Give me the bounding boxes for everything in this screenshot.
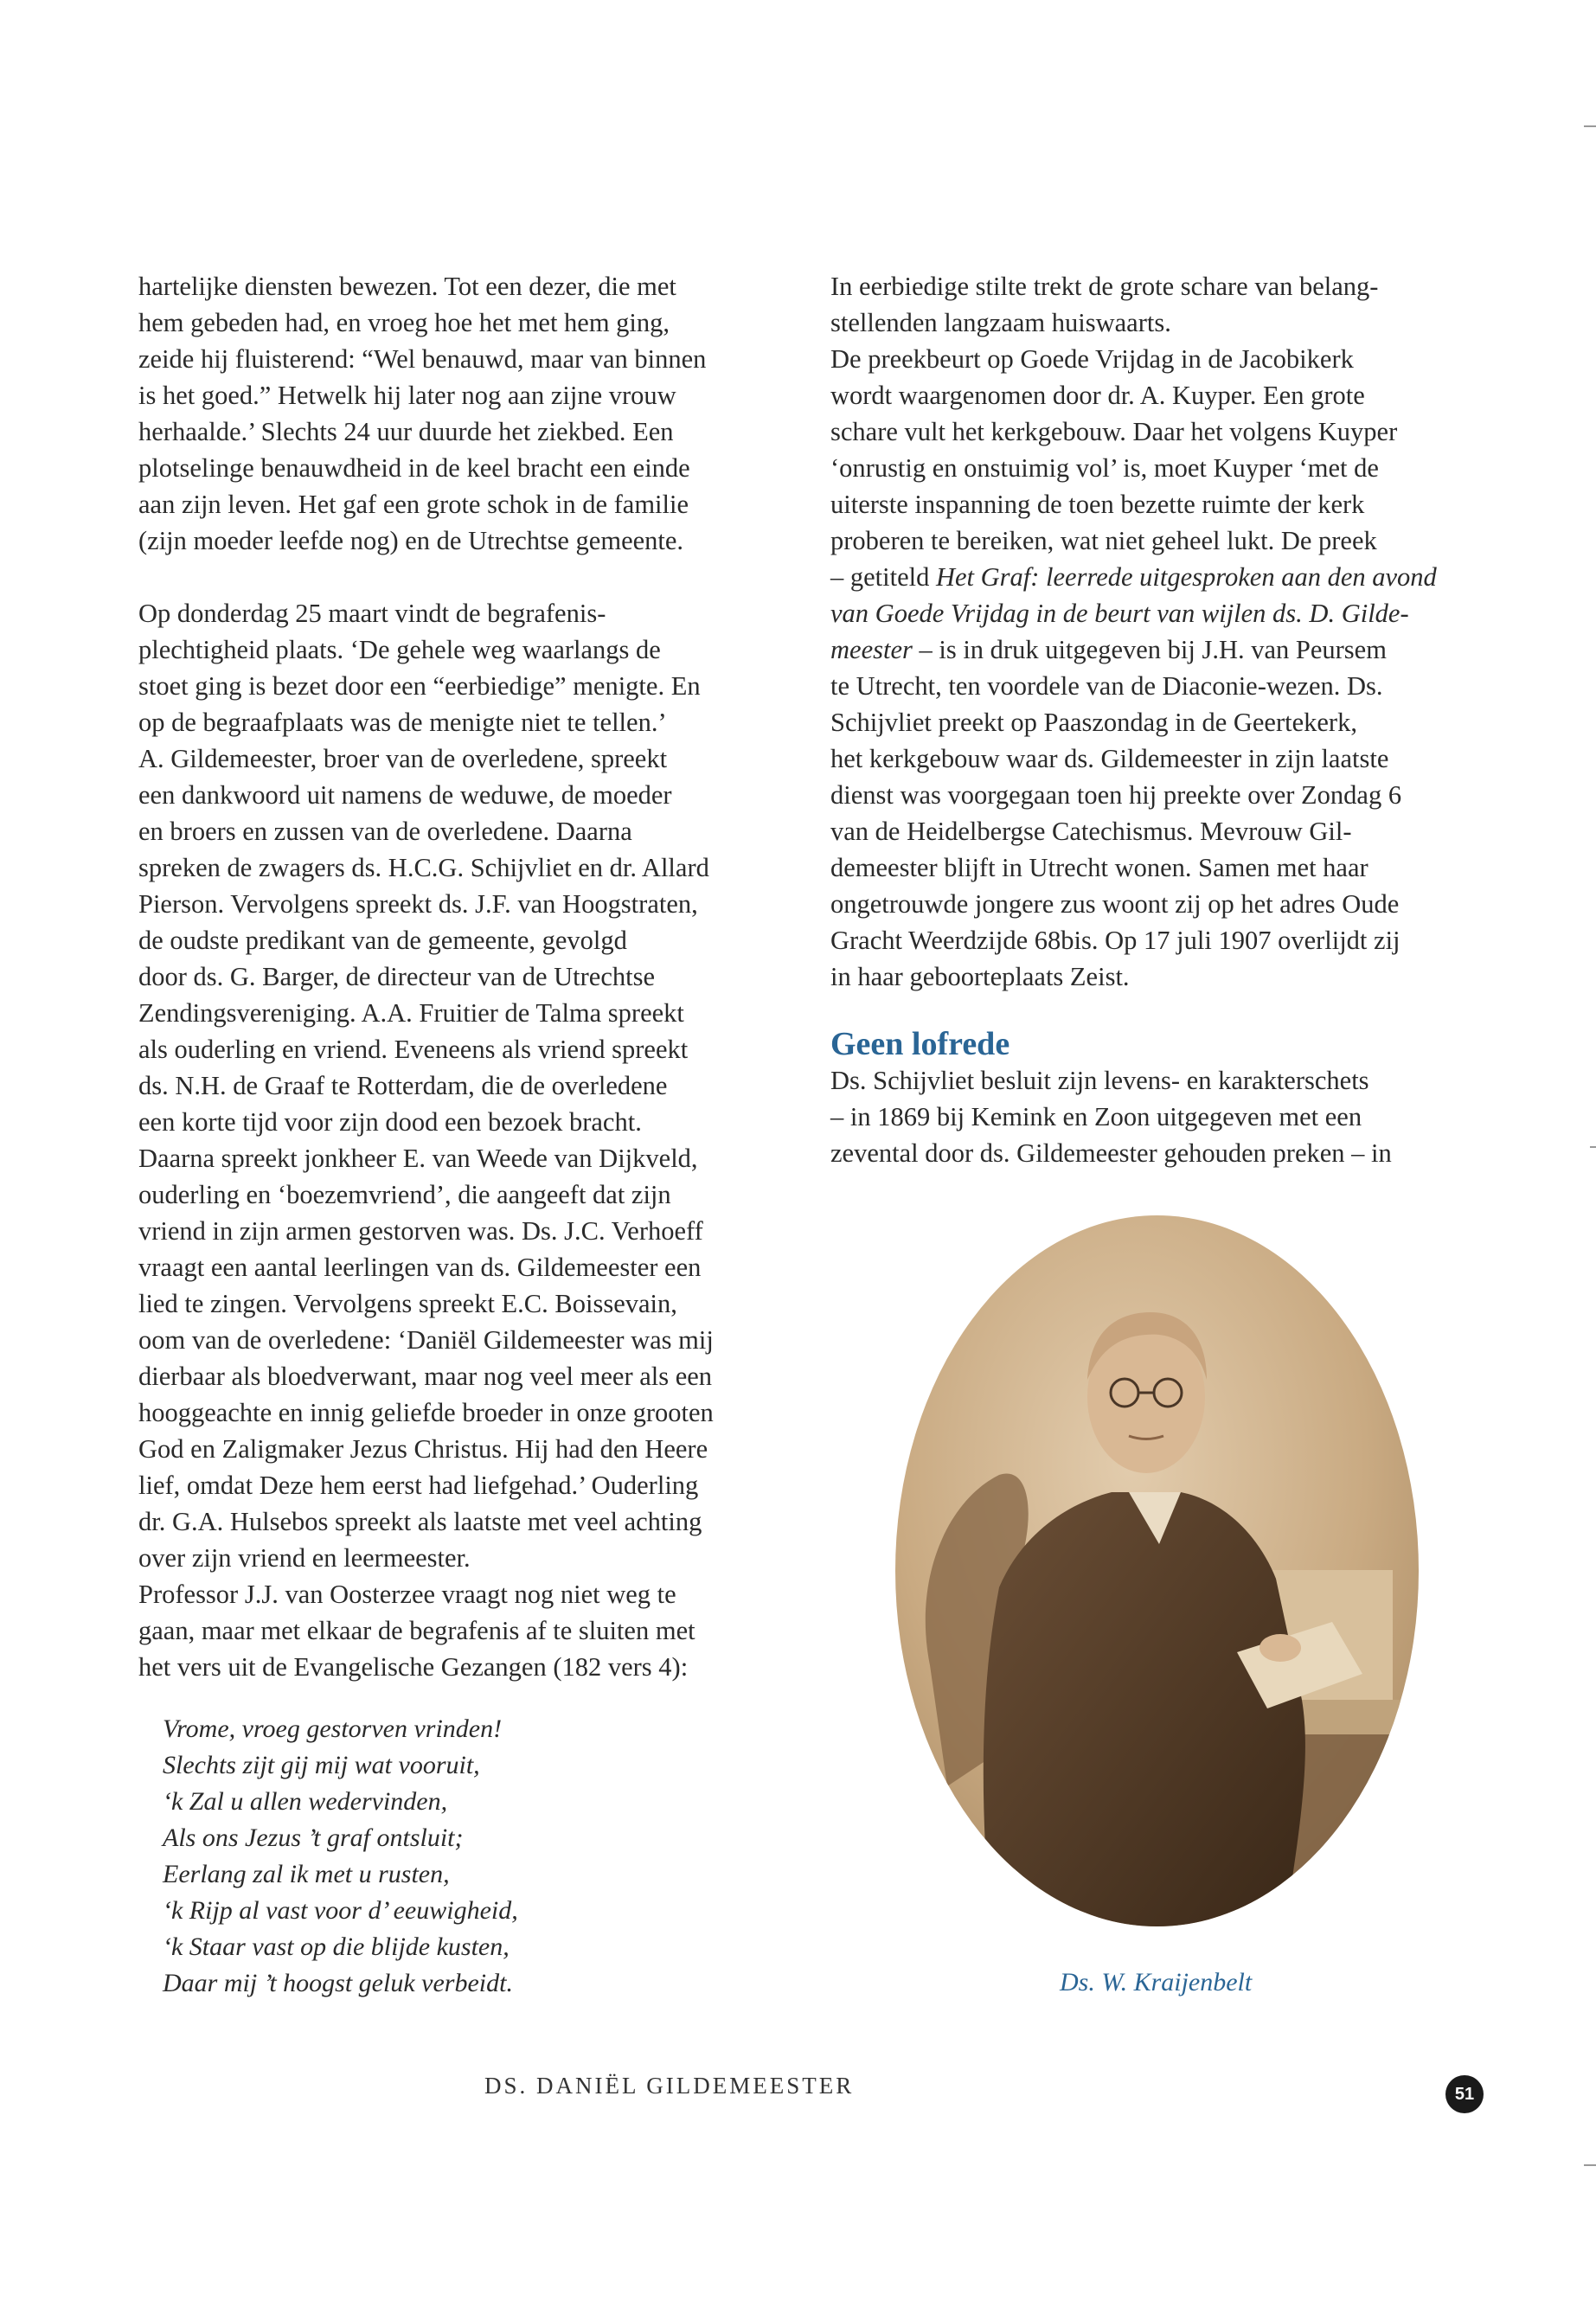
text-line: uiterste inspanning de toen bezette ruimte der kerk [830,490,1365,519]
text-line: lief, omdat Deze hem eerst had liefgehad.’ Ouderling [138,1471,699,1500]
text-line: dienst was voorgegaan toen hij preekte over Zondag 6 [830,780,1402,810]
text-line: op de begraafplaats was de menigte niet te tellen.’ [138,708,667,737]
paragraph-1 [138,268,796,559]
text-line: hooggeachte en innig geliefde broeder in onze grooten [138,1398,714,1427]
verse-line: ‘k Staar vast op die blijde kusten, [163,1932,510,1961]
text-line: Gracht Weerdzijde 68bis. Op 17 juli 1907 overlijdt zij [830,926,1401,955]
paragraph-2 [138,595,796,1685]
text-line: van de Heidelbergse Catechismus. Mevrouw Gil- [830,817,1352,846]
text-line: Daarna spreekt jonkheer E. van Weede van Dijkveld, [138,1144,698,1173]
text-line: gaan, maar met elkaar de begrafenis af te sluiten met [138,1616,695,1645]
text-segment: – getiteld [830,562,936,592]
text-line: dr. G.A. Hulsebos spreekt als laatste met veel achting [138,1507,702,1536]
text-line: het kerkgebouw waar ds. Gildemeester in zijn laatste [830,744,1389,773]
trim-mark-bottom [1584,2164,1596,2166]
text-line: stoet ging is bezet door een “eerbiedige” menigte. En [138,671,701,701]
text-line: ongetrouwde jongere zus woont zij op het adres Oude [830,889,1400,919]
text-line: ds. N.H. de Graaf te Rotterdam, die de overledene [138,1071,668,1100]
text-line: te Utrecht, ten voordele van de Diaconie-wezen. Ds. [830,671,1383,701]
text-line: Zendingsvereniging. A.A. Fruitier de Talma spreekt [138,998,684,1028]
text-line: hartelijke diensten bewezen. Tot een dezer, die met [138,272,676,301]
text-line: aan zijn leven. Het gaf een grote schok in de familie [138,490,689,519]
text-line: Professor J.J. van Oosterzee vraagt nog niet weg te [138,1580,676,1609]
text-line: plechtigheid plaats. ‘De gehele weg waarlangs de [138,635,661,664]
text-line: in haar geboorteplaats Zeist. [830,962,1130,991]
text-line: – in 1869 bij Kemink en Zoon uitgegeven met een [830,1102,1362,1131]
text-line: een dankwoord uit namens de weduwe, de moeder [138,780,672,810]
verse-line: ‘k Rijp al vast voor d’ eeuwigheid, [163,1896,518,1925]
text-line: wordt waargenomen door dr. A. Kuyper. Een grote [830,381,1365,410]
text-line: ‘onrustig en onstuimig vol’ is, moet Kuyper ‘met de [830,453,1379,483]
verse-line: Als ons Jezus ’t graf ontsluit; [163,1823,464,1852]
text-line: Pierson. Vervolgens spreekt ds. J.F. van Hoogstraten, [138,889,698,919]
running-title: DS. DANIËL GILDEMEESTER [484,2073,855,2099]
text-line: en broers en zussen van de overledene. Daarna [138,817,632,846]
text-line: ouderling en ‘boezemvriend’, die aangeeft dat zijn [138,1180,671,1209]
hymn-verse [163,1711,518,2002]
text-line: oom van de overledene: ‘Daniël Gildemeester was mij [138,1325,714,1355]
verse-line: Eerlang zal ik met u rusten, [163,1860,450,1888]
text-line: dierbaar als bloedverwant, maar nog veel meer als een [138,1362,713,1391]
text-line [830,595,1488,631]
text-line: Ds. Schijvliet besluit zijn levens- en karakterschets [830,1066,1369,1095]
verse-line: Vrome, vroeg gestorven vrinden! [163,1715,503,1743]
text-line: zeide hij fluisterend: “Wel benauwd, maar van binnen [138,344,707,374]
text-line: spreken de zwagers ds. H.C.G. Schijvliet en dr. Allard [138,853,709,882]
text-line: is het goed.” Hetwelk hij later nog aan zijne vrouw [138,381,676,410]
text-line: als ouderling en vriend. Eveneens als vriend spreekt [138,1035,689,1064]
trim-mark-mid [1590,1146,1596,1148]
sermon-title: van Goede Vrijdag in de beurt van wijlen ds. D. Gilde- [830,599,1409,628]
text-line: Op donderdag 25 maart vindt de begrafenis- [138,599,606,628]
sermon-title: Het Graf: leerrede uitgesproken aan den avond [935,562,1437,592]
verse-line: Slechts zijt gij mij wat vooruit, [163,1751,480,1779]
text-line [830,559,1488,595]
section-heading: Geen lofrede [830,1026,1010,1062]
verse-line: Daar mij ’t hoogst geluk verbeidt. [163,1969,513,1997]
text-line: de oudste predikant van de gemeente, gevolgd [138,926,627,955]
text-line: hem gebeden had, en vroeg hoe het met hem ging, [138,308,670,337]
text-line: vraagt een aantal leerlingen van ds. Gildemeester een [138,1253,702,1282]
portrait-illustration [895,1215,1419,1926]
text-line: herhaalde.’ Slechts 24 uur duurde het ziekbed. Een [138,417,674,446]
text-line: De preekbeurt op Goede Vrijdag in de Jacobikerk [830,344,1354,374]
text-line: In eerbiedige stilte trekt de grote schare van belang- [830,272,1379,301]
page-number: 51 [1445,2075,1484,2113]
photo-caption: Ds. W. Kraijenbelt [1060,1968,1253,1997]
text-line: stellenden langzaam huiswaarts. [830,308,1171,337]
text-line: demeester blijft in Utrecht wonen. Samen met haar [830,853,1368,882]
text-line: het vers uit de Evangelische Gezangen (182 vers 4): [138,1652,689,1682]
text-line: lied te zingen. Vervolgens spreekt E.C. Boissevain, [138,1289,677,1318]
text-line: Schijvliet preekt op Paaszondag in de Geertekerk, [830,708,1357,737]
text-line: proberen te bereiken, wat niet geheel lukt. De preek [830,526,1377,555]
left-column [138,268,796,1685]
trim-mark-top [1584,125,1596,127]
sermon-title: meester [830,635,913,664]
text-line: een korte tijd voor zijn dood een bezoek bracht. [138,1107,642,1137]
text-line: vriend in zijn armen gestorven was. Ds. J.C. Verhoeff [138,1216,703,1246]
text-line: over zijn vriend en leermeester. [138,1543,471,1573]
right-column [830,268,1488,1171]
text-line: door ds. G. Barger, de directeur van de Utrechtse [138,962,655,991]
text-line: zevental door ds. Gildemeester gehouden preken – in [830,1138,1392,1168]
text-line: God en Zaligmaker Jezus Christus. Hij had den Heere [138,1434,708,1464]
text-line: (zijn moeder leefde nog) en de Utrechtse gemeente. [138,526,684,555]
text-line: schare vult het kerkgebouw. Daar het volgens Kuyper [830,417,1398,446]
text-line [830,631,1488,668]
text-line: plotselinge benauwdheid in de keel bracht een einde [138,453,690,483]
text-line: A. Gildemeester, broer van de overledene, spreekt [138,744,668,773]
portrait-photo [895,1215,1419,1926]
text-segment: – is in druk uitgegeven bij J.H. van Peursem [912,635,1387,664]
verse-line: ‘k Zal u allen wedervinden, [163,1787,448,1816]
